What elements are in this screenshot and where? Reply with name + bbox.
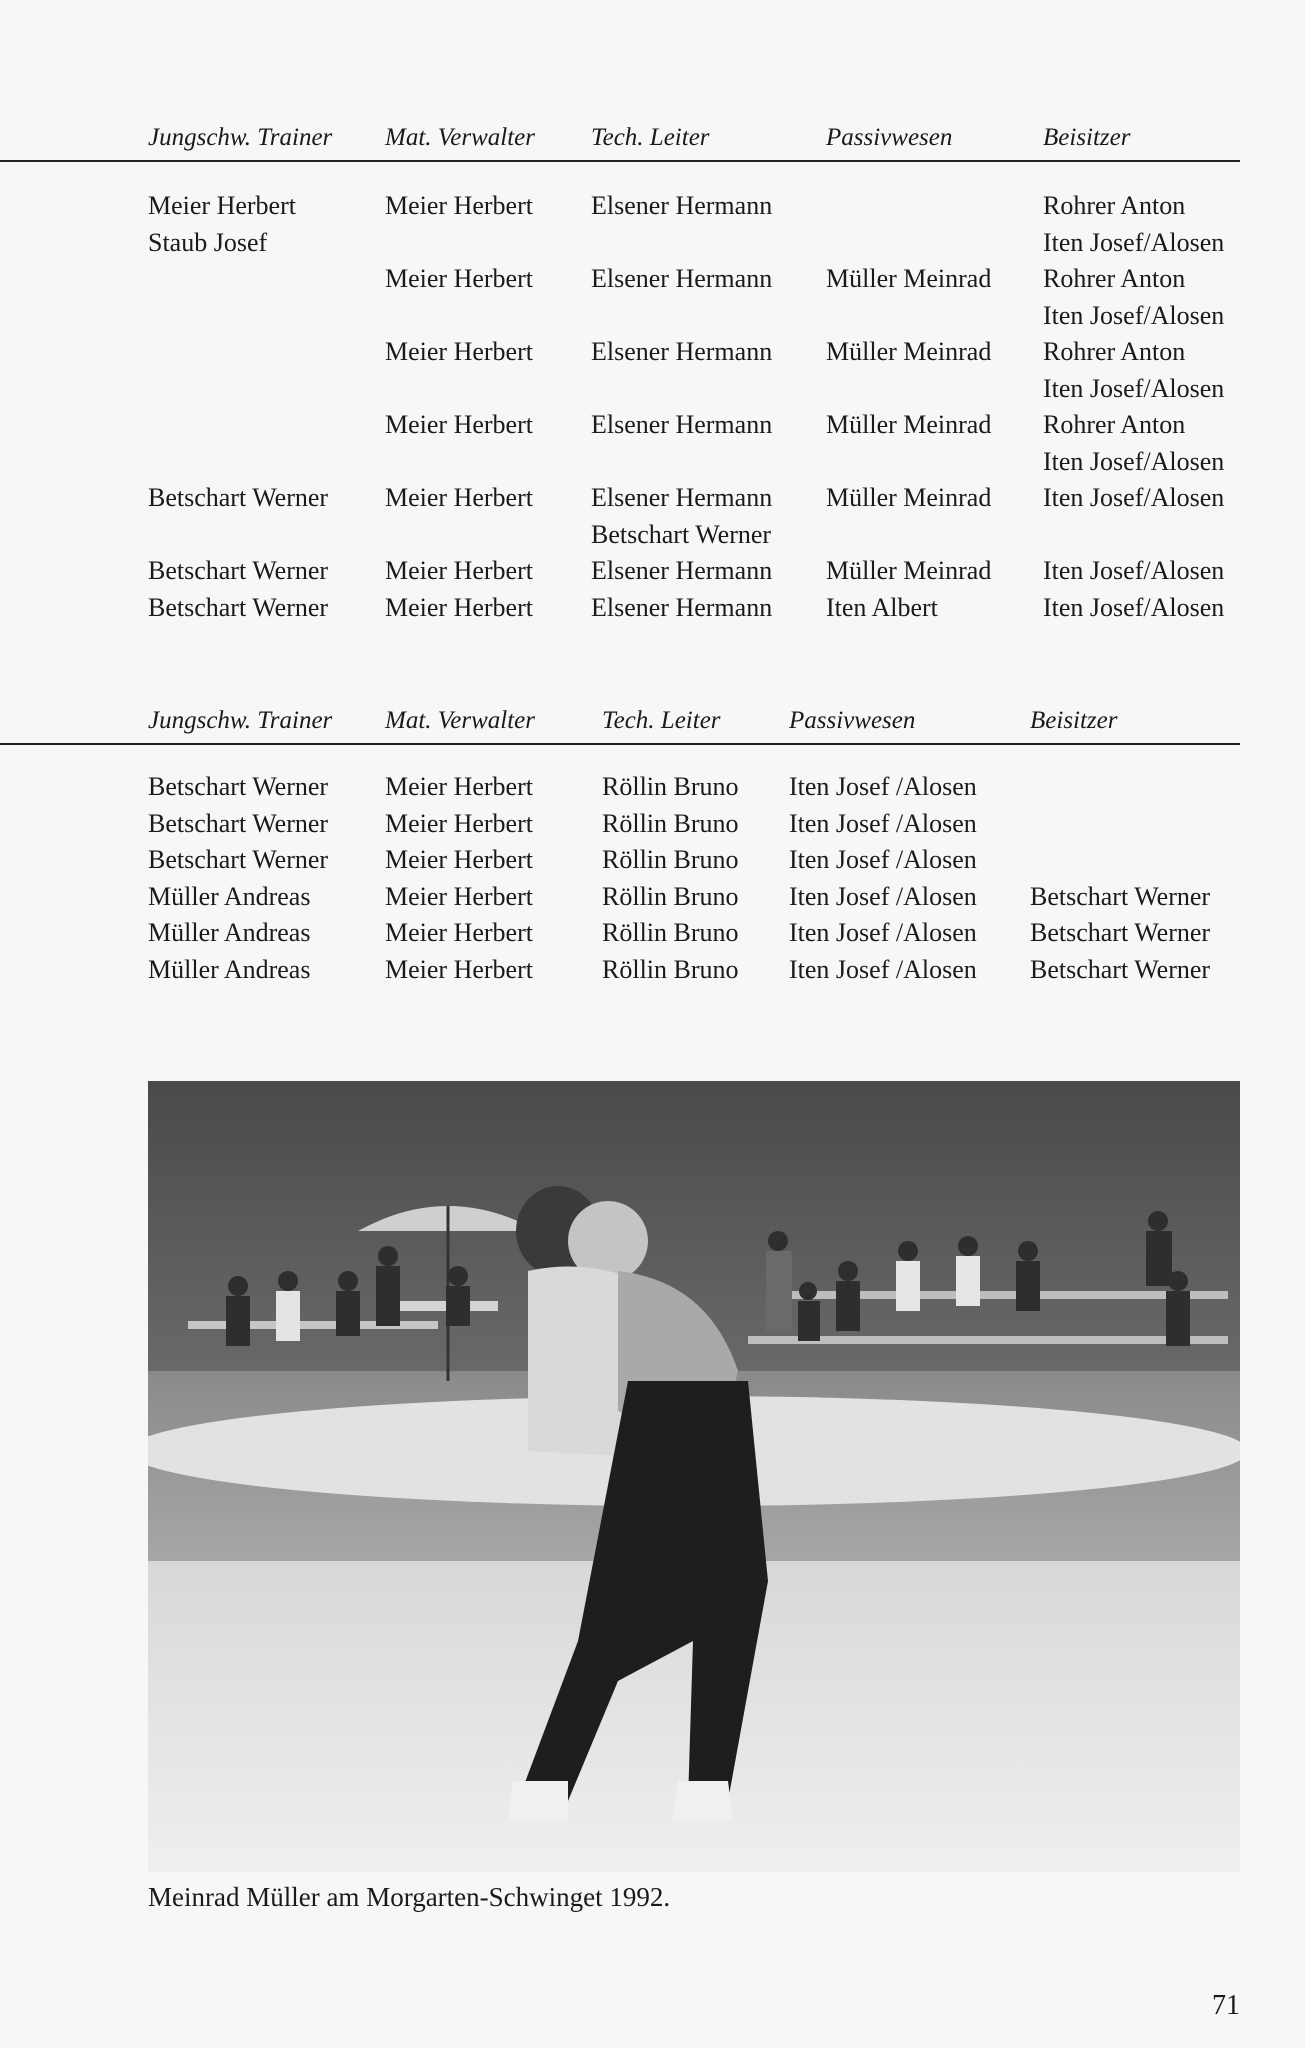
- photo-caption: Meinrad Müller am Morgarten-Schwinget 1992.: [148, 1882, 671, 1912]
- table-cell: Meier Herbert: [385, 337, 533, 366]
- table-row: [0, 517, 1240, 554]
- officials-table-2: [0, 699, 1240, 988]
- table-cell: Betschart Werner: [1030, 954, 1211, 984]
- table-cell: Elsener Hermann: [591, 410, 773, 439]
- table-cell: Staub Josef: [148, 227, 268, 257]
- table-cell: Röllin Bruno: [602, 918, 739, 947]
- col-header-passivwesen: Passivwesen: [826, 124, 953, 151]
- table-cell: Iten Josef /Alosen: [789, 881, 977, 911]
- photo-illustration: [148, 1081, 1240, 1872]
- table-row: [0, 407, 1240, 444]
- table-row: [0, 915, 1240, 952]
- table-cell: Betschart Werner: [148, 483, 329, 512]
- col-header-passivwesen: Passivwesen: [789, 707, 916, 734]
- table-cell: Iten Josef/Alosen: [1043, 592, 1225, 622]
- table-cell: Meier Herbert: [385, 264, 533, 293]
- table-cell: Röllin Bruno: [602, 954, 739, 984]
- table-cell: Rohrer Anton: [1043, 410, 1186, 439]
- table-cell: Iten Josef /Alosen: [789, 954, 977, 984]
- table-cell: Betschart Werner: [148, 845, 329, 874]
- table-cell: Iten Josef/Alosen: [1043, 446, 1225, 476]
- table-row: [0, 371, 1240, 408]
- table-cell: Elsener Hermann: [591, 556, 773, 585]
- table-row: [0, 298, 1240, 335]
- table-cell: Meier Herbert: [385, 556, 533, 585]
- table-row: [0, 225, 1240, 262]
- table-cell: Iten Josef /Alosen: [789, 918, 977, 947]
- col-header-tech-leiter: Tech. Leiter: [591, 124, 710, 151]
- page-number: 71: [1212, 1990, 1240, 2021]
- table-cell: Betschart Werner: [1030, 918, 1211, 947]
- table-row: [0, 444, 1240, 481]
- table-cell: Meier Herbert: [385, 918, 533, 947]
- table-cell: Müller Meinrad: [826, 483, 992, 512]
- table-row: [0, 334, 1240, 371]
- table-cell: Betschart Werner: [148, 592, 329, 622]
- table-cell: Betschart Werner: [148, 556, 329, 585]
- table-cell: Meier Herbert: [385, 954, 533, 984]
- table-cell: Meier Herbert: [385, 483, 533, 512]
- table-cell: Rohrer Anton: [1043, 337, 1186, 366]
- col-header-jungschw-trainer: Jungschw. Trainer: [148, 707, 333, 734]
- table-cell: Meier Herbert: [385, 410, 533, 439]
- wrestling-photo: [148, 1081, 1240, 1872]
- table-cell: Elsener Hermann: [591, 191, 773, 220]
- table-cell: Iten Albert: [826, 592, 938, 622]
- table-cell: Elsener Hermann: [591, 483, 773, 512]
- table-header: [0, 116, 1240, 162]
- table-cell: Iten Josef /Alosen: [789, 845, 977, 874]
- table-cell: Iten Josef /Alosen: [789, 808, 977, 838]
- table-cell: Iten Josef/Alosen: [1043, 483, 1225, 512]
- table-row: [0, 261, 1240, 298]
- table-cell: Rohrer Anton: [1043, 264, 1186, 293]
- table-body: [0, 769, 1240, 988]
- col-header-mat-verwalter: Mat. Verwalter: [385, 124, 535, 151]
- table-cell: Müller Meinrad: [826, 556, 992, 585]
- table-cell: Meier Herbert: [148, 191, 296, 220]
- table-row: [0, 553, 1240, 590]
- table-header: [0, 699, 1240, 745]
- table-row: [0, 480, 1240, 517]
- table-cell: Betschart Werner: [148, 808, 329, 838]
- table-cell: Meier Herbert: [385, 191, 533, 220]
- officials-table-1: [0, 116, 1240, 626]
- col-header-mat-verwalter: Mat. Verwalter: [385, 707, 535, 734]
- table-cell: Röllin Bruno: [602, 772, 739, 801]
- table-row: [0, 590, 1240, 627]
- table-cell: Elsener Hermann: [591, 592, 773, 622]
- table-cell: Elsener Hermann: [591, 264, 773, 293]
- table-cell: Meier Herbert: [385, 808, 533, 838]
- table-cell: Meier Herbert: [385, 881, 533, 911]
- table-cell: Meier Herbert: [385, 772, 533, 801]
- table-cell: Iten Josef/Alosen: [1043, 556, 1225, 585]
- table-row: [0, 188, 1240, 225]
- table-cell: Betschart Werner: [1030, 881, 1211, 911]
- table-body: [0, 188, 1240, 626]
- table-cell: Iten Josef /Alosen: [789, 772, 977, 801]
- table-cell: Betschart Werner: [591, 519, 772, 549]
- table-cell: Meier Herbert: [385, 592, 533, 622]
- table-row: [0, 879, 1240, 916]
- table-cell: Röllin Bruno: [602, 808, 739, 838]
- col-header-beisitzer: Beisitzer: [1043, 124, 1131, 151]
- table-cell: Betschart Werner: [148, 772, 329, 801]
- table-row: [0, 806, 1240, 843]
- table-cell: Müller Meinrad: [826, 337, 992, 366]
- table-row: [0, 769, 1240, 806]
- table-cell: Röllin Bruno: [602, 881, 739, 911]
- table-cell: Meier Herbert: [385, 845, 533, 874]
- table-cell: Müller Meinrad: [826, 264, 992, 293]
- table-cell: Rohrer Anton: [1043, 191, 1186, 220]
- table-cell: Müller Meinrad: [826, 410, 992, 439]
- table-cell: Müller Andreas: [148, 954, 311, 984]
- table-cell: Iten Josef/Alosen: [1043, 300, 1225, 330]
- table-cell: Iten Josef/Alosen: [1043, 373, 1225, 403]
- col-header-jungschw-trainer: Jungschw. Trainer: [148, 124, 333, 151]
- col-header-beisitzer: Beisitzer: [1030, 707, 1118, 734]
- table-row: [0, 842, 1240, 879]
- table-cell: Röllin Bruno: [602, 845, 739, 874]
- table-cell: Iten Josef/Alosen: [1043, 227, 1225, 257]
- table-row: [0, 952, 1240, 989]
- table-cell: Müller Andreas: [148, 881, 311, 911]
- col-header-tech-leiter: Tech. Leiter: [602, 707, 721, 734]
- table-cell: Elsener Hermann: [591, 337, 773, 366]
- table-cell: Müller Andreas: [148, 918, 311, 947]
